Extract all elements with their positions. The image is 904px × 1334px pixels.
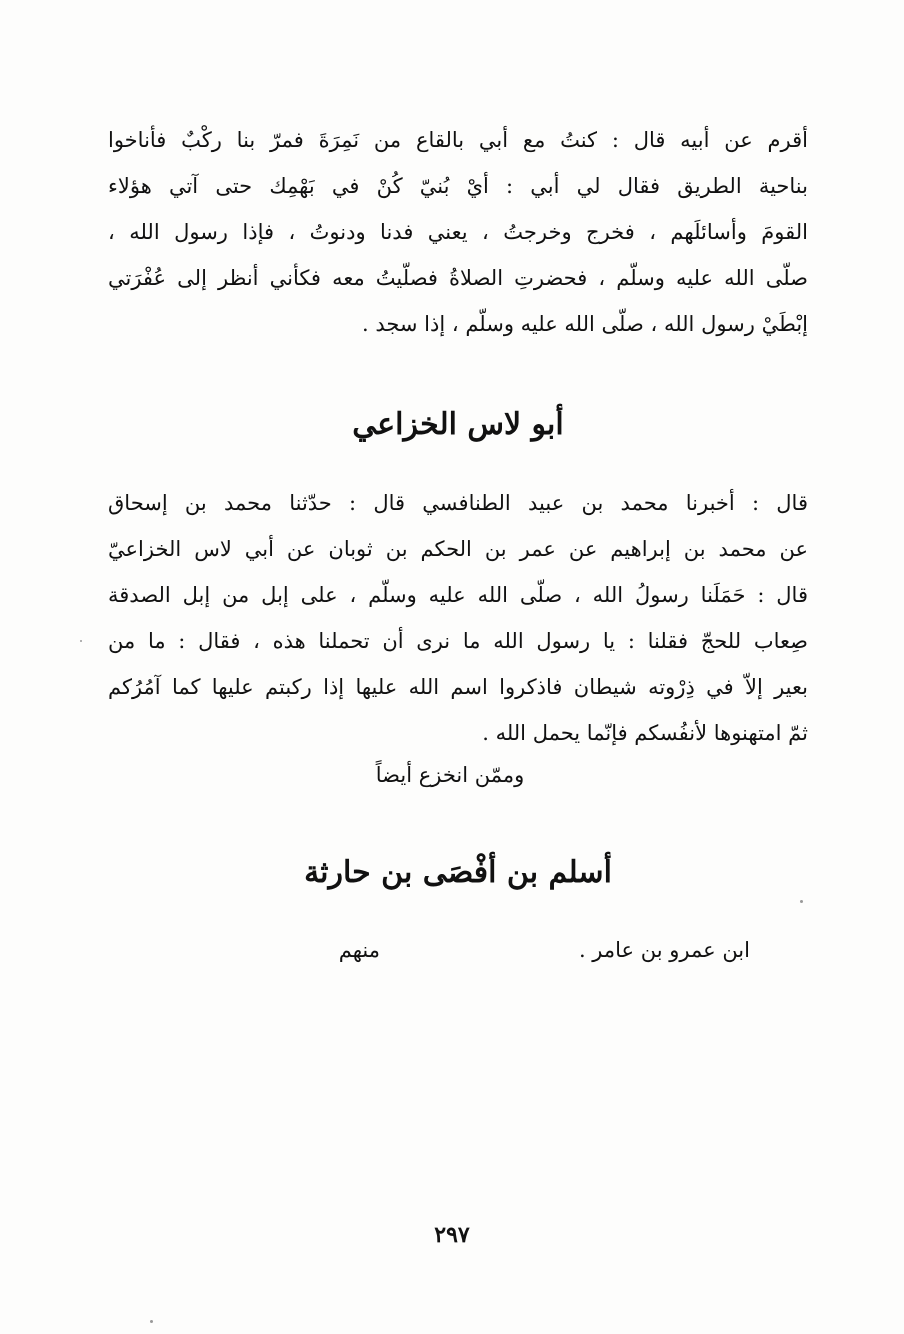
- paragraph-abu-las-narration: [108, 480, 808, 756]
- text-line: صلّى الله عليه وسلّم ، فحضرتِ الصلاةُ فصلّيتُ معه فكأني أنظر إلى عُفْرَتي: [108, 266, 808, 290]
- paper-speck: [800, 900, 803, 903]
- section-heading-abu-las: أبو لاس الخزاعي: [352, 407, 564, 442]
- text-line: القومَ وأسائلَهم ، فخرج وخرجتُ ، يعني فدنا ودنوتُ ، فإذا رسول الله ،: [108, 220, 808, 244]
- text-line: عن محمد بن إبراهيم عن عمر بن الحكم بن ثوبان عن أبي لاس الخزاعيّ: [108, 537, 808, 561]
- text-line: بناحية الطريق فقال لي أبي : أيْ بُنيّ كُنْ في بَهْمِك حتى آتي هؤلاء: [108, 174, 808, 198]
- paragraph-aqram-narration: [108, 117, 808, 347]
- text-line: بعير إلاّ في ذِرْوته شيطان فاذكروا اسم الله عليها إذا ركبتم عليها كما آمُرُكم: [108, 675, 808, 699]
- section-heading-aslam: أسلم بن أفْصَى بن حارثة: [304, 855, 612, 890]
- text-line: أقرم عن أبيه قال : كنتُ مع أبي بالقاع من نَمِرَةَ فمرّ بنا ركْبٌ فأناخوا: [108, 128, 808, 152]
- text-line: إبْطَيْ رسول الله ، صلّى الله عليه وسلّم ، إذا سجد .: [361, 312, 808, 336]
- text-line: قال : أخبرنا محمد بن عبيد الطنافسي قال : حدّثنا محمد بن إسحاق: [108, 491, 808, 515]
- paper-speck: [150, 1320, 153, 1323]
- paper-speck: [80, 640, 82, 642]
- text-line: صِعاب للحجّ فقلنا : يا رسول الله ما نرى أن تحملنا هذه ، فقال : ما من: [108, 629, 808, 653]
- centered-note: وممّن انخزع أيضاً: [375, 763, 525, 787]
- text-line: ثمّ امتهنوها لأنفُسكم فإنّما يحمل الله .: [482, 721, 808, 745]
- text-line: قال : حَمَلَنا رسولُ الله ، صلّى الله عليه وسلّم ، على إبل من إبل الصدقة: [108, 583, 808, 607]
- lineage-label: منهم: [338, 938, 380, 962]
- page-number: ٢٩٧: [434, 1222, 470, 1248]
- lineage-text: ابن عمرو بن عامر .: [578, 938, 750, 962]
